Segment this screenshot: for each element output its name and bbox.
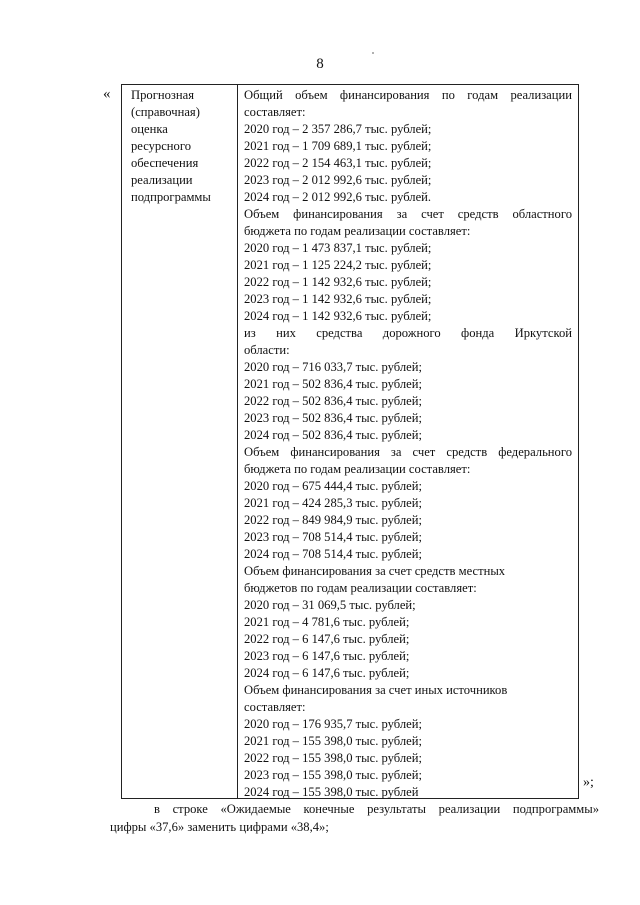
- left-column-label: [131, 87, 231, 206]
- funding-line: 2020 год – 2 357 286,7 тыс. рублей;: [244, 122, 432, 136]
- funding-line: 2023 год – 2 012 992,6 тыс. рублей;: [244, 173, 432, 187]
- funding-line: составляет:: [244, 700, 306, 714]
- funding-line: 2022 год – 6 147,6 тыс. рублей;: [244, 632, 410, 646]
- funding-line: 2023 год – 155 398,0 тыс. рублей;: [244, 768, 422, 782]
- funding-line: из них средства дорожного фонда Иркутской: [244, 326, 572, 340]
- funding-line: 2023 год – 708 514,4 тыс. рублей;: [244, 530, 422, 544]
- funding-line: 2022 год – 849 984,9 тыс. рублей;: [244, 513, 422, 527]
- funding-line: 2024 год – 708 514,4 тыс. рублей;: [244, 547, 422, 561]
- right-column-content: [244, 87, 572, 801]
- funding-line: Общий объем финансирования по годам реализации: [244, 88, 572, 102]
- funding-line: Объем финансирования за счет средств местных: [244, 564, 506, 578]
- funding-line: 2020 год – 176 935,7 тыс. рублей;: [244, 717, 422, 731]
- funding-line: 2021 год – 502 836,4 тыс. рублей;: [244, 377, 422, 391]
- left-column-line: подпрограммы: [131, 190, 211, 204]
- funding-line: 2021 год – 155 398,0 тыс. рублей;: [244, 734, 422, 748]
- left-column-line: (справочная): [131, 105, 200, 119]
- funding-line: Объем финансирования за счет иных источников: [244, 683, 508, 697]
- funding-line: 2020 год – 675 444,4 тыс. рублей;: [244, 479, 422, 493]
- funding-line: 2022 год – 155 398,0 тыс. рублей;: [244, 751, 422, 765]
- funding-line: 2024 год – 6 147,6 тыс. рублей;: [244, 666, 410, 680]
- left-column-line: ресурсного: [131, 139, 191, 153]
- left-column-line: Прогнозная: [131, 88, 194, 102]
- funding-line: 2021 год – 424 285,3 тыс. рублей;: [244, 496, 422, 510]
- funding-line: 2024 год – 155 398,0 тыс. рублей: [244, 785, 419, 799]
- amendment-line-1: в строке «Ожидаемые конечные результаты реализации подпрограммы»: [154, 802, 599, 816]
- closing-quote: »;: [583, 775, 594, 790]
- funding-line: 2023 год – 6 147,6 тыс. рублей;: [244, 649, 410, 663]
- funding-line: 2022 год – 502 836,4 тыс. рублей;: [244, 394, 422, 408]
- funding-line: 2021 год – 1 125 224,2 тыс. рублей;: [244, 258, 432, 272]
- funding-line: бюджета по годам реализации составляет:: [244, 462, 471, 476]
- funding-line: 2024 год – 1 142 932,6 тыс. рублей;: [244, 309, 432, 323]
- funding-line: Объем финансирования за счет средств федерального: [244, 445, 572, 459]
- funding-line: 2020 год – 1 473 837,1 тыс. рублей;: [244, 241, 432, 255]
- funding-line: 2022 год – 1 142 932,6 тыс. рублей;: [244, 275, 432, 289]
- funding-line: Объем финансирования за счет средств областного: [244, 207, 572, 221]
- funding-line: 2023 год – 502 836,4 тыс. рублей;: [244, 411, 422, 425]
- amendment-line-2: цифры «37,6» заменить цифрами «38,4»;: [110, 820, 329, 834]
- opening-quote: «: [103, 86, 111, 102]
- scan-speck: [372, 52, 374, 54]
- funding-line: 2020 год – 31 069,5 тыс. рублей;: [244, 598, 416, 612]
- left-column-line: оценка: [131, 122, 168, 136]
- funding-line: бюджетов по годам реализации составляет:: [244, 581, 477, 595]
- funding-line: 2024 год – 502 836,4 тыс. рублей;: [244, 428, 422, 442]
- left-column-line: реализации: [131, 173, 193, 187]
- funding-line: 2021 год – 1 709 689,1 тыс. рублей;: [244, 139, 432, 153]
- funding-line: 2022 год – 2 154 463,1 тыс. рублей;: [244, 156, 432, 170]
- funding-line: 2021 год – 4 781,6 тыс. рублей;: [244, 615, 410, 629]
- column-divider: [237, 85, 238, 798]
- funding-line: области:: [244, 343, 290, 357]
- funding-line: составляет:: [244, 105, 306, 119]
- funding-line: 2023 год – 1 142 932,6 тыс. рублей;: [244, 292, 432, 306]
- funding-line: 2020 год – 716 033,7 тыс. рублей;: [244, 360, 422, 374]
- left-column-line: обеспечения: [131, 156, 199, 170]
- resource-table: [121, 84, 579, 799]
- funding-line: 2024 год – 2 012 992,6 тыс. рублей.: [244, 190, 432, 204]
- page-number: 8: [316, 56, 324, 72]
- funding-line: бюджета по годам реализации составляет:: [244, 224, 471, 238]
